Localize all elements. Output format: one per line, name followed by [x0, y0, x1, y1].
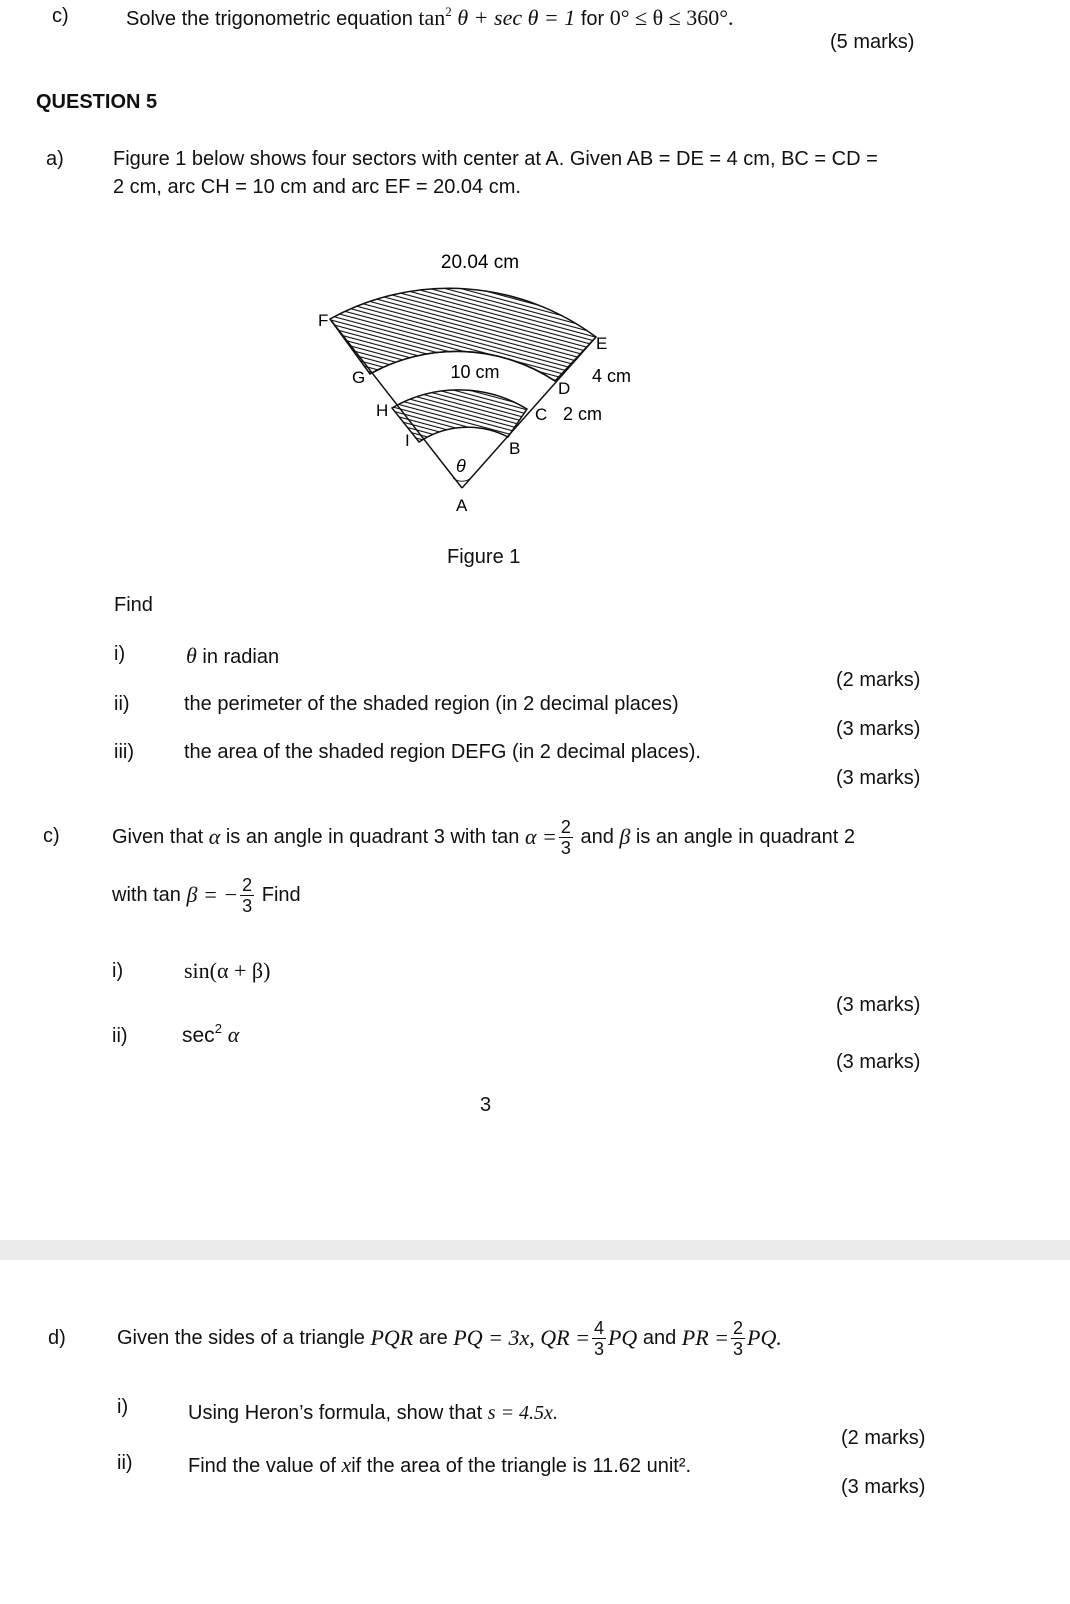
- label-arc-ch: 10 cm: [450, 362, 500, 382]
- point-c: C: [535, 405, 548, 424]
- point-d: D: [558, 379, 571, 398]
- shaded-region-bchi: [392, 390, 527, 442]
- q5a-label: a): [46, 148, 64, 170]
- q5d-frac-qr: $\frac{4}{3}$: [593, 1317, 604, 1359]
- part-ii-text: the perimeter of the shaded region (in 2 decimal places): [184, 693, 679, 715]
- q4c-text: Solve the trigonometric equation: [126, 8, 413, 30]
- point-f: F: [318, 311, 329, 330]
- q5d-statement: Given the sides of a triangle PQR are PQ = 3x, QR = $\frac{4}{3}$ PQ and PR = $\frac{2}{3}$ PQ.: [117, 1317, 782, 1359]
- part-ii-marks: (3 marks): [836, 718, 921, 740]
- q5c-part-i-label: i): [112, 960, 124, 982]
- exam-page-2: [0, 1260, 1070, 1604]
- q4c-marks: (5 marks): [830, 31, 915, 53]
- q5d-part-i-label: i): [117, 1396, 129, 1418]
- part-i-marks: (2 marks): [836, 669, 921, 691]
- figure-1-sectors: [300, 245, 660, 525]
- q4c-eq-tan: $\tan^2$: [418, 4, 452, 30]
- label-de: 4 cm: [592, 366, 632, 386]
- page-number: 3: [480, 1094, 492, 1116]
- point-b: B: [509, 439, 521, 458]
- q5d-part-ii-marks: (3 marks): [841, 1476, 926, 1498]
- part-iii-marks: (3 marks): [836, 767, 921, 789]
- q4c-eq-sec: θ + sec θ = 1: [457, 5, 576, 30]
- q5c-frac-tan-beta: $\frac{2}{3}$: [242, 874, 253, 916]
- label-cd: 2 cm: [563, 404, 603, 424]
- figure-caption: Figure 1: [447, 546, 521, 568]
- page-gap: [0, 1240, 1070, 1260]
- part-i-text: θ in radian: [186, 643, 280, 668]
- q5c-frac-tan-alpha: $\frac{2}{3}$: [560, 816, 571, 858]
- q5c-part-ii-expr: $\sec^2 \alpha$: [182, 1021, 240, 1047]
- label-theta: θ: [456, 456, 466, 476]
- part-ii-label: ii): [114, 693, 130, 715]
- q4c-range: 0° ≤ θ ≤ 360°.: [609, 5, 734, 30]
- part-iii-text: the area of the shaded region DEFG (in 2 decimal places).: [184, 741, 701, 763]
- q5a-line2: 2 cm, arc CH = 10 cm and arc EF = 20.04 cm.: [113, 176, 521, 198]
- q4c-label: c): [52, 5, 69, 27]
- find-label: Find: [114, 594, 153, 616]
- q4c-for: for: [580, 8, 605, 30]
- part-i-label: i): [114, 643, 126, 665]
- q5d-label: d): [48, 1327, 66, 1349]
- q5c-label: c): [43, 825, 60, 847]
- q5c-part-ii-marks: (3 marks): [836, 1051, 921, 1073]
- q5a-line1: Figure 1 below shows four sectors with center at A. Given AB = DE = 4 cm, BC = CD =: [113, 148, 878, 170]
- point-a: A: [456, 496, 468, 515]
- point-h: H: [376, 401, 389, 420]
- q5c-line2: with tan β = − $\frac{2}{3}$ Find: [112, 874, 301, 916]
- part-iii-label: iii): [114, 741, 134, 763]
- point-g: G: [352, 368, 366, 387]
- q5d-part-ii-label: ii): [117, 1452, 133, 1474]
- point-i: I: [405, 431, 410, 450]
- question-title: QUESTION 5: [36, 91, 158, 113]
- q5c-part-i-expr: sin(α + β): [184, 958, 271, 983]
- q5c-line1: Given that α is an angle in quadrant 3 with tan α = $\frac{2}{3}$ and β is an angle in quadrant 2: [112, 816, 855, 858]
- q5d-frac-pr: $\frac{2}{3}$: [733, 1317, 744, 1359]
- label-arc-ef: 20.04 cm: [440, 252, 520, 273]
- q5d-part-i-marks: (2 marks): [841, 1427, 926, 1449]
- q5d-part-i-text: Using Heron’s formula, show that s = 4.5x.: [188, 1402, 558, 1424]
- point-e: E: [596, 334, 608, 353]
- q4c-statement: [126, 5, 734, 31]
- q5c-part-ii-label: ii): [112, 1025, 128, 1047]
- q5c-part-i-marks: (3 marks): [836, 994, 921, 1016]
- q5d-part-ii-text: Find the value of xif the area of the triangle is 11.62 unit².: [188, 1452, 692, 1477]
